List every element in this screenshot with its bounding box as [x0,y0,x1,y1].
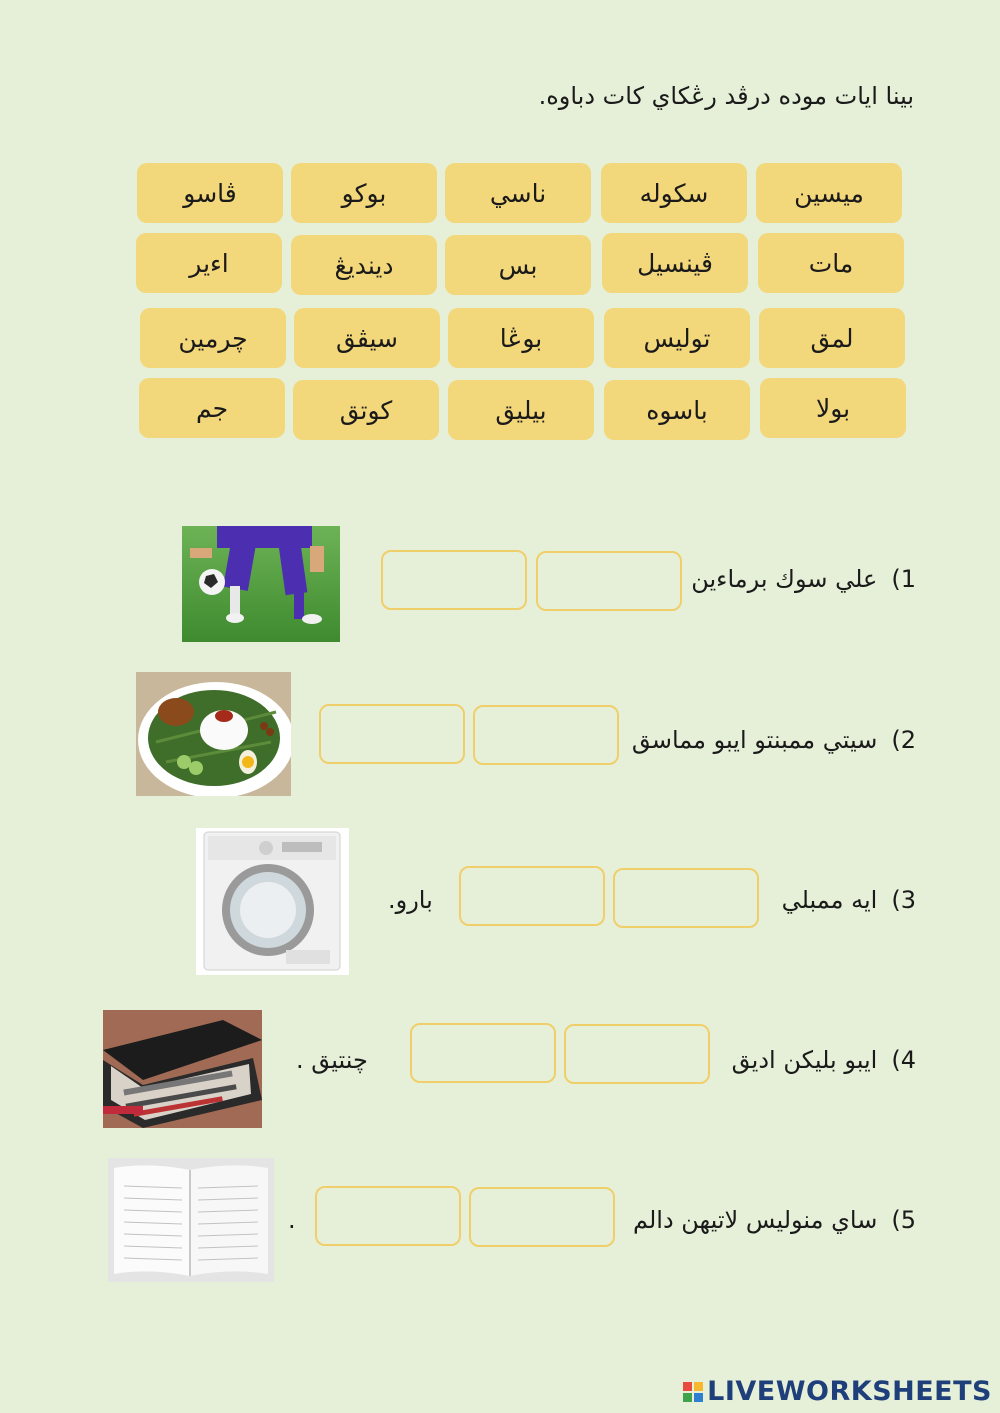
question-tail: . [288,1206,296,1234]
word-tile[interactable]: سكوله [601,163,747,223]
answer-box-q1-a[interactable] [536,551,682,611]
soccer-player-icon [182,526,340,642]
question-tail: چنتيق . [296,1046,368,1074]
question-3 [782,886,916,914]
question-1 [691,565,916,593]
word-tile[interactable]: ميسين [756,163,902,223]
word-tile[interactable]: باسوه [604,380,750,440]
answer-box-q1-b[interactable] [381,550,527,610]
question-tail: بارو. [388,886,433,914]
answer-box-q4-b[interactable] [410,1023,556,1083]
liveworksheets-logo [683,1376,992,1407]
answer-box-q2-a[interactable] [473,705,619,765]
word-tile[interactable]: ڤاسو [137,163,283,223]
word-tile[interactable]: كوتق [293,380,439,440]
answer-box-q3-a[interactable] [613,868,759,928]
answer-box-q5-b[interactable] [315,1186,461,1246]
answer-box-q2-b[interactable] [319,704,465,764]
word-tile[interactable]: ناسي [445,163,591,223]
answer-box-q3-b[interactable] [459,866,605,926]
question-number: 2) [891,726,916,754]
brand-name: LIVEWORKSHEETS [707,1376,992,1407]
word-tile[interactable]: توليس [604,308,750,368]
question-number: 4) [891,1046,916,1074]
word-tile[interactable]: دينديڠ [291,235,437,295]
question-number: 3) [891,886,916,914]
word-tile[interactable]: بولا [760,378,906,438]
question-4 [732,1046,916,1074]
answer-box-q5-a[interactable] [469,1187,615,1247]
instruction-text: بينا ايات موده درڤد رڠكاي كات دباوه. [538,82,914,110]
liveworksheets-mark-icon [683,1382,703,1402]
washing-machine-icon [196,828,349,975]
word-tile[interactable]: بس [445,235,591,295]
pencil-case-icon [103,1010,262,1128]
word-tile[interactable]: بوڠا [448,308,594,368]
word-tile[interactable]: بوكو [291,163,437,223]
word-tile[interactable]: اءير [136,233,282,293]
word-tile[interactable]: ڤينسيل [602,233,748,293]
question-text: ايبو بليكن اديق [731,1046,878,1074]
question-text: علي سوك برماءين [691,565,878,593]
word-tile[interactable]: بيليق [448,380,594,440]
question-2 [632,726,916,754]
word-tile[interactable]: مات [758,233,904,293]
question-5 [633,1206,916,1234]
word-tile[interactable]: لمق [759,308,905,368]
question-number: 1) [891,565,916,593]
answer-box-q4-a[interactable] [564,1024,710,1084]
nasi-lemak-plate-icon [136,672,291,796]
notebook-icon [108,1158,274,1282]
question-text: سيتي ممبنتو ايبو مماسق [631,726,878,754]
word-tile[interactable]: جم [139,378,285,438]
word-tile[interactable]: سيڤق [294,308,440,368]
question-text: ايه ممبلي [781,886,878,914]
word-tile[interactable]: چرمين [140,308,286,368]
question-text: ساي منوليس لاتيهن دالم [633,1206,878,1234]
question-number: 5) [891,1206,916,1234]
